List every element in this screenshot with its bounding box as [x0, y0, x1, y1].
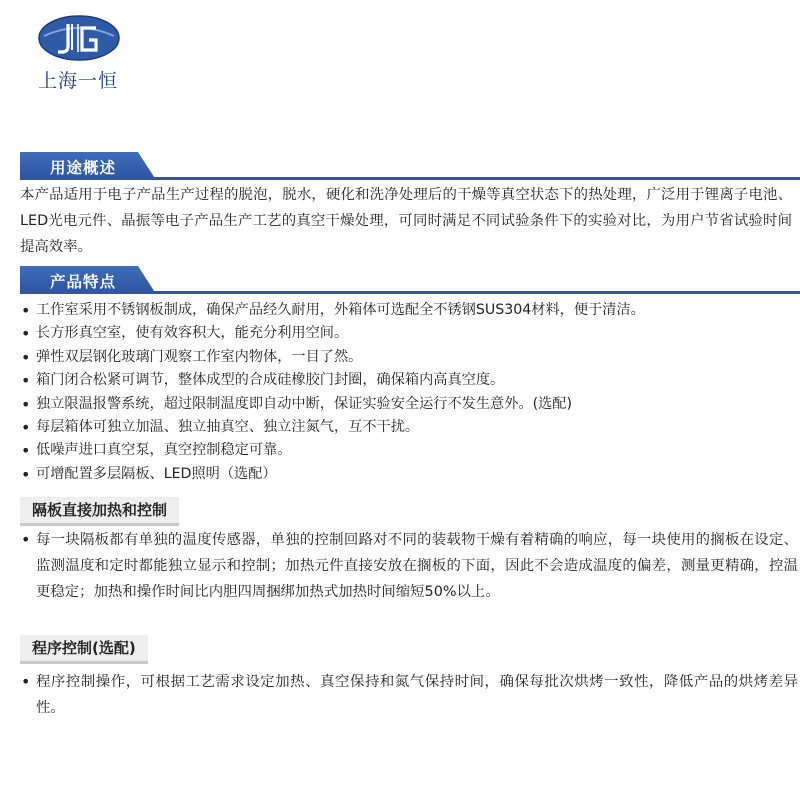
- overview-text: 本产品适用于电子产品生产过程的脱泡，脱水，硬化和洗净处理后的干燥等真空状态下的热处理，广泛用于锂离子电池、LED光电元件、晶振等电子产品生产工艺的真空干燥处理，可同时满足不同试验条件下的实验对比，为用户节省试验时间提高效率。: [20, 187, 792, 255]
- overview-header: [20, 152, 800, 180]
- list-item: • 可增配置多层隔板、LED照明（选配）: [20, 463, 792, 486]
- bullet-icon: •: [21, 672, 31, 691]
- features-list: [20, 299, 792, 486]
- heating-item: [20, 527, 798, 605]
- list-item: • 长方形真空室，使有效容积大，能充分利用空间。: [20, 322, 792, 345]
- program-item: [20, 669, 798, 721]
- header-underline: [20, 177, 800, 180]
- jg-logo-icon: [38, 14, 120, 62]
- list-item: • 低噪声进口真空泵，真空控制稳定可靠。: [20, 439, 792, 462]
- list-item: • 工作室采用不锈钢板制成，确保产品经久耐用，外箱体可选配全不锈钢SUS304材料，便于清洁。: [20, 299, 792, 322]
- bullet-icon: •: [21, 530, 31, 549]
- program-text: 程序控制操作，可根据工艺需求设定加热、真空保持和氮气保持时间，确保每批次烘烤一致性，降低产品的烘烤差异性。: [36, 674, 798, 716]
- features-header: [20, 266, 800, 294]
- overview-title: 用途概述: [50, 159, 117, 177]
- features-title: 产品特点: [50, 273, 117, 291]
- heating-text: 每一块隔板都有单独的温度传感器，单独的控制回路对不同的装载物干燥有着精确的响应，每一块使用的搁板在设定、监测温度和定时都能独立显示和控制；加热元件直接安放在搁板的下面，因此不会造成温度的偏差，测量更精确，控温更稳定；加热和操作时间比内胆四周捆绑加热式加热时间缩短50%以上。: [36, 532, 798, 600]
- list-item: • 独立限温报警系统，超过限制温度即自动中断，保证实验安全运行不发生意外。(选配): [20, 393, 792, 416]
- list-item: • 箱门闭合松紧可调节，整体成型的合成硅橡胶门封圈，确保箱内高真空度。: [20, 369, 792, 392]
- list-item: • 每层箱体可独立加温、独立抽真空、独立注氮气，互不干扰。: [20, 416, 792, 439]
- list-item: • 弹性双层钢化玻璃门观察工作室内物体，一目了然。: [20, 346, 792, 369]
- program-header: 程序控制(选配): [20, 635, 148, 664]
- heating-header: 隔板直接加热和控制: [20, 497, 179, 526]
- brand-name: 上海一恒: [38, 70, 119, 92]
- header-underline: [20, 291, 800, 294]
